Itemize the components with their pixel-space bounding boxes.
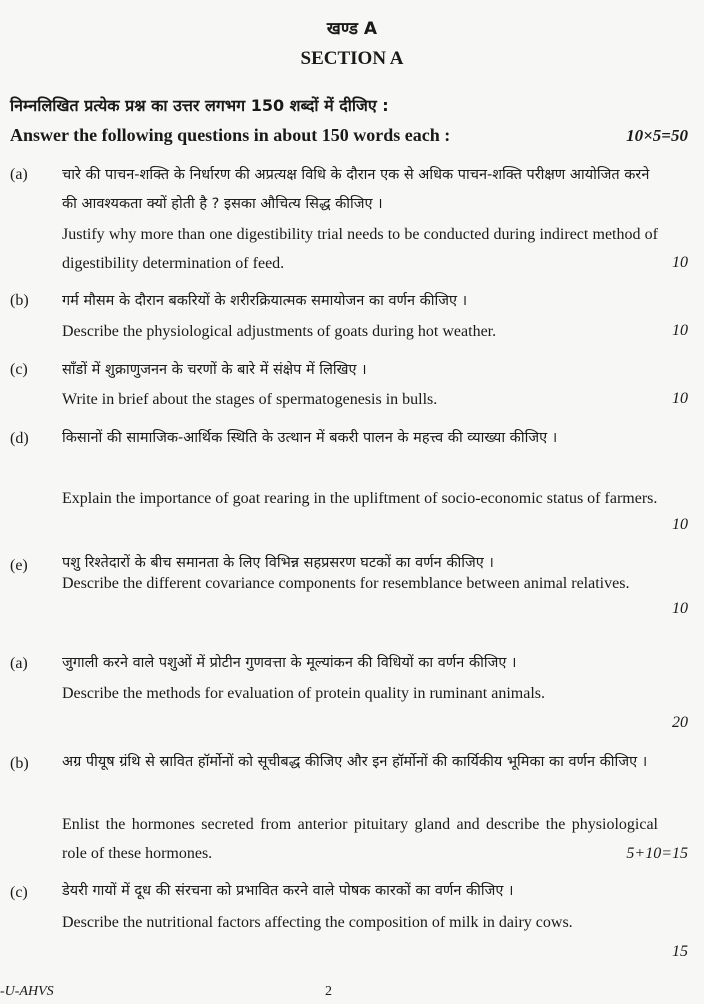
question-hindi: पशु रिश्तेदारों के बीच समानता के लिए विभिन्न सहप्रसरण घटकों का वर्णन कीजिए । [62, 555, 494, 571]
question-label: (c) [10, 361, 28, 378]
question-english: Describe the nutritional factors affecting the composition of milk in dairy cows. [62, 914, 573, 931]
page-number: 2 [325, 984, 332, 999]
question-english: Justify why more than one digestibility trial needs to be conducted during indirect method of digestibility determination of feed. [62, 226, 658, 272]
question-hindi: गर्म मौसम के दौरान बकरियों के शरीरक्रियात्मक समायोजन का वर्णन कीजिए । [62, 293, 468, 309]
question-marks: 15 [672, 943, 688, 960]
instruction-marks: 10×5=50 [626, 126, 688, 145]
question-hindi: डेयरी गायों में दूध की संरचना को प्रभावित करने वाले पोषक कारकों का वर्णन कीजिए । [62, 883, 514, 899]
question-hindi: साँडों में शुक्राणुजनन के चरणों के बारे में संक्षेप में लिखिए । [62, 362, 367, 378]
paper-code: -U-AHVS [0, 984, 54, 999]
question-english: Describe the methods for evaluation of protein quality in ruminant animals. [62, 685, 545, 702]
instruction-english: Answer the following questions in about 150 words each : [10, 125, 451, 145]
question-hindi: किसानों की सामाजिक-आर्थिक स्थिति के उत्थान में बकरी पालन के महत्त्व की व्याख्या कीजिए । [62, 430, 558, 446]
question-english: Enlist the hormones secreted from anterior pituitary gland and describe the physiological role of these hormones. [62, 816, 658, 862]
question-label: (a) [10, 655, 28, 672]
question-english: Explain the importance of goat rearing in the upliftment of socio-economic status of farmers. [62, 490, 658, 507]
question-marks: 5+10=15 [626, 845, 688, 862]
question-label: (b) [10, 292, 29, 309]
question-hindi: अग्र पीयूष ग्रंथि से स्रावित हॉर्मोनों को सूचीबद्ध कीजिए और इन हॉर्मोनों की कार्यिकीय भूमिका का वर्णन कीजिए । [62, 754, 648, 770]
question-marks: 20 [672, 714, 688, 731]
instruction-hindi: निम्नलिखित प्रत्येक प्रश्न का उत्तर लगभग 150 शब्दों में दीजिए : [10, 96, 389, 115]
question-label: (e) [10, 557, 28, 574]
question-label: (d) [10, 430, 29, 447]
question-english: Write in brief about the stages of spermatogenesis in bulls. [62, 391, 438, 408]
khand-heading: खण्ड A [326, 19, 378, 39]
question-label: (a) [10, 166, 28, 183]
question-hindi: जुगाली करने वाले पशुओं में प्रोटीन गुणवत्ता के मूल्यांकन की विधियों का वर्णन कीजिए । [62, 655, 517, 671]
question-marks: 10 [672, 254, 688, 271]
question-english: Describe the different covariance components for resemblance between animal relatives. [62, 575, 630, 592]
section-heading: SECTION A [300, 48, 404, 69]
question-label: (b) [10, 755, 29, 772]
question-marks: 10 [672, 390, 688, 407]
question-label: (c) [10, 884, 28, 901]
question-english: Describe the physiological adjustments of goats during hot weather. [62, 323, 497, 340]
question-marks: 10 [672, 600, 688, 617]
question-marks: 10 [672, 516, 688, 533]
question-marks: 10 [672, 322, 688, 339]
question-hindi: चारे की पाचन-शक्ति के निर्धारण की अप्रत्यक्ष विधि के दौरान एक से अधिक पाचन-शक्ति परीक्षण आयोजित करने की आवश्यकता क्यों होती है ? इसका औचित्य सिद्ध कीजिए । [62, 167, 650, 212]
